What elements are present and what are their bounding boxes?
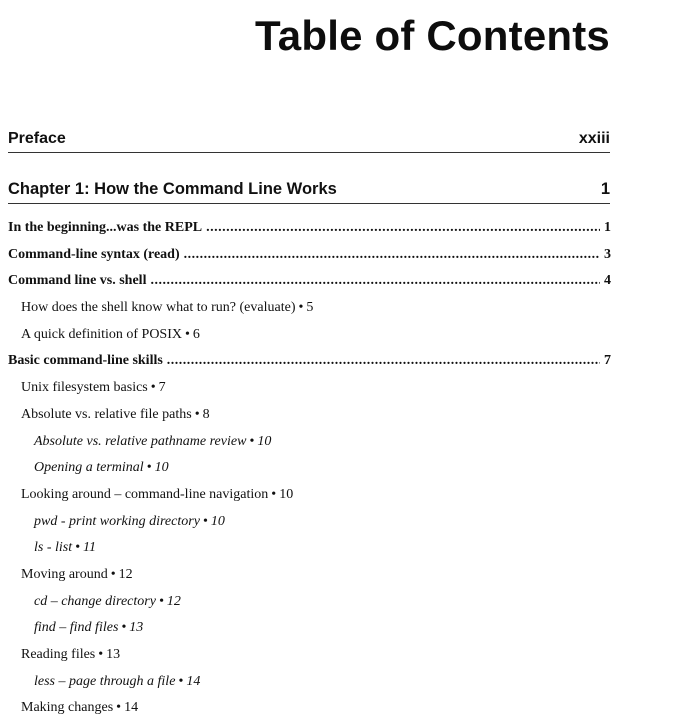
toc-entry-page-number: 13: [129, 620, 144, 636]
bullet-separator: •: [194, 406, 200, 422]
toc-entry-page-number: 12: [166, 593, 181, 609]
toc-entry-level-1[interactable]: [8, 218, 611, 245]
bullet-separator: •: [202, 513, 208, 529]
toc-entry-title: pwd - print working directory: [34, 513, 200, 529]
preface-heading[interactable]: [8, 130, 610, 153]
toc-entry-page-number: 6: [192, 326, 200, 342]
toc-entry-level-2[interactable]: [8, 405, 611, 432]
toc-entry-page-number: 7: [158, 380, 166, 396]
toc-entry-title: Absolute vs. relative pathname review: [34, 433, 247, 449]
toc-entry-page-number: 4: [604, 273, 611, 289]
toc-entry-title: ls - list: [34, 540, 73, 556]
toc-entry-title: Absolute vs. relative file paths: [21, 406, 192, 422]
toc-entry-page-number: 1: [604, 220, 611, 235]
page-title: Table of Contents: [255, 12, 610, 59]
toc-entry-level-2[interactable]: [8, 565, 611, 592]
dot-leader: [184, 245, 600, 265]
toc-entry-title: Command-line syntax (read): [8, 246, 180, 262]
toc-entry-page-number: 14: [124, 700, 139, 716]
toc-entry-title: How does the shell know what to run? (evaluate): [21, 300, 296, 316]
toc-entry-level-2[interactable]: [8, 645, 611, 672]
toc-entry-page-number: 11: [83, 540, 96, 556]
toc-entry-title: Unix filesystem basics: [21, 380, 148, 396]
toc-entry-title: Basic command-line skills: [8, 353, 163, 369]
toc-entry-level-3[interactable]: [8, 432, 611, 459]
toc-entry-page-number: 7: [604, 353, 611, 369]
toc-entry-title: Making changes: [21, 700, 114, 716]
toc-entry-page-number: 10: [210, 513, 225, 529]
toc-entry-level-1[interactable]: [8, 245, 611, 272]
toc-entry-title: Opening a terminal: [34, 460, 144, 476]
toc-entry-level-2[interactable]: [8, 698, 611, 725]
toc-entry-page-number: 3: [604, 246, 611, 262]
toc-entry-title: less – page through a file: [34, 673, 176, 689]
bullet-separator: •: [116, 700, 122, 716]
chapter-heading[interactable]: [8, 180, 610, 204]
toc-entry-title: cd – change directory: [34, 593, 156, 609]
toc-entry-page-number: 10: [154, 460, 169, 476]
toc-entry-page-number: 8: [202, 406, 210, 422]
toc-entry-level-2[interactable]: [8, 298, 611, 325]
toc-entry-title: In the beginning...was the REPL: [8, 220, 203, 235]
toc-entry-list: [8, 218, 611, 725]
preface-title: Preface: [8, 130, 66, 147]
toc-entry-title: Moving around: [21, 566, 108, 582]
toc-entry-title: A quick definition of POSIX: [21, 326, 182, 342]
toc-entry-level-2[interactable]: [8, 378, 611, 405]
bullet-separator: •: [158, 593, 164, 609]
toc-entry-title: Command line vs. shell: [8, 273, 147, 289]
toc-entry-page-number: 10: [279, 486, 294, 502]
toc-entry-title: Reading files: [21, 647, 96, 662]
dot-leader: [167, 351, 600, 371]
chapter-title: Chapter 1: How the Command Line Works: [8, 180, 337, 198]
toc-entry-title: Looking around – command-line navigation: [21, 486, 269, 502]
bullet-separator: •: [178, 673, 184, 689]
chapter-page-number: 1: [600, 180, 610, 198]
toc-entry-page-number: 5: [306, 300, 314, 316]
preface-page-number: xxiii: [578, 130, 610, 147]
dot-leader: [150, 271, 600, 291]
toc-entry-page-number: 10: [257, 433, 272, 449]
toc-entry-level-3[interactable]: [8, 538, 611, 565]
dot-leader: [206, 218, 600, 238]
toc-entry-level-1[interactable]: [8, 271, 611, 298]
toc-entry-level-2[interactable]: [8, 325, 611, 352]
bullet-separator: •: [185, 326, 190, 342]
bullet-separator: •: [98, 647, 104, 662]
toc-entry-level-2[interactable]: [8, 485, 611, 512]
toc-entry-level-3[interactable]: [8, 458, 611, 485]
toc-entry-level-3[interactable]: [8, 618, 611, 645]
toc-entry-level-3[interactable]: [8, 592, 611, 619]
toc-entry-page-number: 14: [186, 673, 201, 689]
bullet-separator: •: [146, 460, 152, 476]
bullet-separator: •: [110, 566, 116, 582]
toc-entry-page-number: 12: [118, 566, 133, 582]
bullet-separator: •: [75, 540, 81, 556]
toc-entry-page-number: 13: [106, 647, 121, 662]
bullet-separator: •: [150, 380, 156, 396]
toc-entry-level-3[interactable]: [8, 672, 611, 699]
bullet-separator: •: [298, 300, 304, 316]
toc-entry-level-1[interactable]: [8, 351, 611, 378]
bullet-separator: •: [249, 433, 255, 449]
bullet-separator: •: [121, 620, 127, 636]
toc-entry-level-3[interactable]: [8, 512, 611, 539]
bullet-separator: •: [271, 486, 277, 502]
toc-entry-title: find – find files: [34, 620, 119, 636]
